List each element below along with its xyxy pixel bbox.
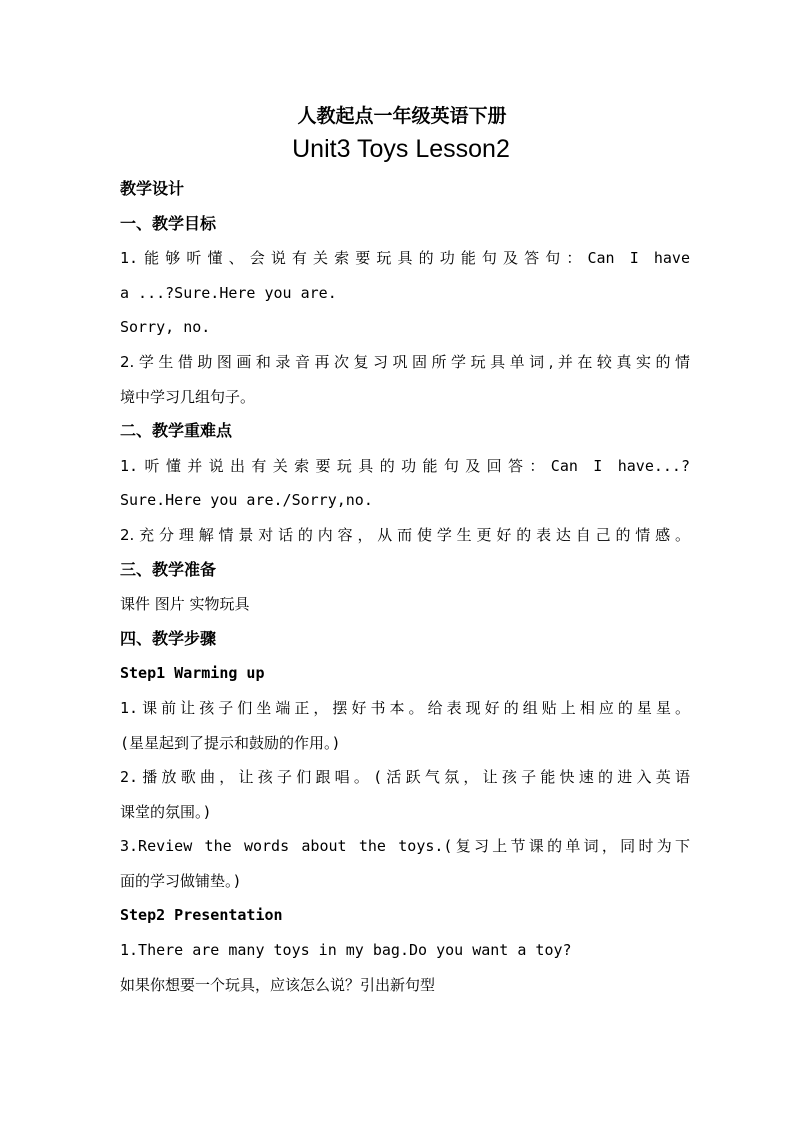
paragraph-line: 1.听懂并说出有关索要玩具的功能句及回答：Can I have...?	[120, 456, 690, 475]
paragraph-line: 课件 图片 实物玩具	[120, 595, 250, 614]
step-heading: Step1 Warming up	[120, 664, 265, 683]
section-heading-key-points: 二、教学重难点	[120, 421, 233, 441]
section-heading-steps: 四、教学步骤	[120, 628, 217, 648]
section-heading-preparation: 三、教学准备	[120, 559, 217, 579]
paragraph-line: 2.充分理解情景对话的内容，从而使学生更好的表达自己的情感。	[120, 525, 690, 544]
paragraph-line: 如果你想要一个玩具，应该怎么说？引出新句型	[120, 975, 436, 994]
paragraph-line: 课堂的氛围。)	[120, 802, 212, 821]
paragraph-line: 2.学生借助图画和录音再次复习巩固所学玩具单词,并在较真实的情	[120, 352, 690, 371]
document-body	[120, 172, 690, 1002]
paragraph-line: 3.Review the words about the toys.(复习上节课的单词，同时为下	[120, 837, 690, 856]
document-title: 人教起点一年级英语下册	[297, 105, 507, 127]
section-heading-objectives: 一、教学目标	[120, 213, 217, 233]
section-heading-design: 教学设计	[120, 179, 185, 198]
paragraph-line: a ...?Sure.Here you are.	[120, 283, 337, 302]
paragraph-line: 1.课前让孩子们坐端正，摆好书本。给表现好的组贴上相应的星星。	[120, 698, 690, 717]
step-heading: Step2 Presentation	[120, 906, 283, 925]
paragraph-line: 境中学习几组句子。	[120, 387, 256, 406]
paragraph-line: Sure.Here you are./Sorry,no.	[120, 491, 373, 510]
paragraph-line: 1.There are many toys in my bag.Do you want a toy?	[120, 941, 572, 960]
paragraph-line: 面的学习做铺垫。)	[120, 871, 242, 890]
paragraph-line: Sorry, no.	[120, 318, 211, 337]
document-subtitle: Unit3 Toys Lesson2	[292, 135, 510, 163]
paragraph-line: (星星起到了提示和鼓励的作用。)	[120, 733, 341, 752]
paragraph-line: 2.播放歌曲，让孩子们跟唱。(活跃气氛，让孩子能快速的进入英语	[120, 768, 690, 787]
paragraph-line: 1.能够听懂、会说有关索要玩具的功能句及答句：Can I have	[120, 249, 690, 268]
